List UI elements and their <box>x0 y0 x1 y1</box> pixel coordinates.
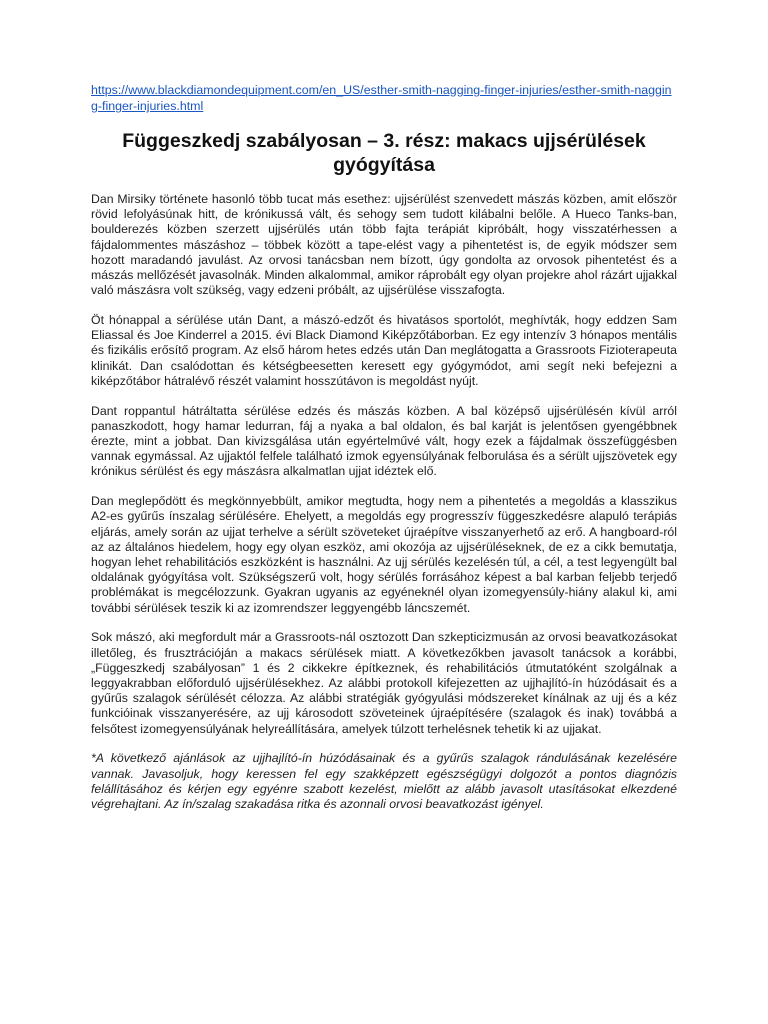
article-title: Függeszkedj szabályosan – 3. rész: makacs ujjsérülések gyógyítása <box>122 130 646 176</box>
document-page <box>91 82 677 827</box>
paragraph-5: Sok mászó, aki megfordult már a Grassroots-nál osztozott Dan szkepticizmusán az orvosi beavatkozásokat illetőleg, és frusztrációján a makacs sérülések miatt. A következőkben javasolt tanácsok a korábbi, „Függeszkedj szabályosan” 1 és 2 cikkekre építkeznek, és rehabilitációs útmutatóként szolgálnak a leggyakrabban előforduló ujjsérülésekhez. Az alábbi protokoll kifejezetten az ujjhajlító-ín húzódásait és a gyűrűs szalagok sérülését célozza. Az alábbi stratégiák gyógyulási módszereket kínálnak az ujj és a kéz funkcióinak visszanyerésére, az ujj károsodott szöveteinek újraépítésére (szalagok és inak) továbbá a felsőtest izomegyensúlyának helyreállítására, amelyek túlzott terhelésnek tehetik ki az ujjakat. <box>91 630 677 736</box>
paragraph-4: Dan meglepődött és megkönnyebbült, amikor megtudta, hogy nem a pihentetés a megoldás a klasszikus A2-es gyűrűs ínszalag sérülésére. Ehelyett, a megoldás egy progresszív függeszkedésre alapuló terápiás eljárás, amely során az ujjat terhelve a sérült szöveteket újraépítve visszanyerhető az erő. A hangboard-ról az az általános hiedelem, hogy egy olyan eszköz, ami okozója az ujjsérüléseknek, de ez a cikk bemutatja, hogyan lehet rehabilitációs eszközként is használni. Az ujj sérülés kezelésén túl, a cél, a test legyengült bal oldalának gyógyítása volt. Szükségszerű volt, hogy sérülés forrásához képest a bal karban feljebb terjedő problémákat is megcélozzunk. Gyakran ugyanis az egyéneknél olyan izomegyensúly-hiány alakul ki, ami további sérülések teszik ki az izomrendszer leggyengébb láncszemét. <box>91 494 677 615</box>
paragraph-3: Dant roppantul hátráltatta sérülése edzés és mászás közben. A bal középső ujjsérülésén kívül arról panaszkodott, hogy hamar ledurran, fáj a nyaka a bal oldalon, és bal karját is jelentősen gyengébbnek érezte, mint a jobbat. Dan kivizsgálása után egyértelművé vált, hogy ezek a fájdalmak összefüggésben vannak egymással. Az ujjaktól felfele található izmok egyensúlyának felborulása és a sérült ujjszövetek egy krónikus sérülést és egy mászásra alkalmatlan ujjat idéztek elő. <box>91 403 677 479</box>
source-url-link[interactable]: https://www.blackdiamondequipment.com/en_US/esther-smith-nagging-finger-injuries/esther-smith-nagging-finger-injuries.html <box>91 83 672 113</box>
paragraph-2: Öt hónappal a sérülése után Dant, a mászó-edzőt és hivatásos sportolót, meghívták, hogy eddzen Sam Eliassal és Joe Kinderrel a 2015. évi Black Diamond Kiképzőtáborban. Ez egy intenzív 3 hónapos mentális és fizikális erősítő program. Az első három hetes edzés után Dan meglátogatta a Grassroots Fizioterapeuta klinikát. Dan csalódottan és kétségbeesetten keresett egy gyógymódot, ami segít neki befejezni a kiképzőtábor hátralévő részét valamint hosszútávon is megoldást nyújt. <box>91 313 677 388</box>
paragraph-1: Dan Mirsiky története hasonló több tucat más esethez: ujjsérülést szenvedett mászás közben, amit először rövid lefolyásúnak hitt, de krónikussá vált, és sehogy sem tudott kilábalni belőle. A Hueco Tanks-ban, boulderezés közben szerzett ujjsérülés után több fajta terápiát kipróbált, hogy visszatérhessen a fájdalommentes mászáshoz – többek között a tape-elést vagy a pihentetést is, de egyik módszer sem hozott maradandó javulást. Az orvosi tanácsban nem bízott, úgy gondolta az orvosok pihentetést és a mászás mellőzését javasolnák. Minden alkalommal, amikor ráprobált egy olyan projekre ahol rázárt ujjakkal való mászásra volt szükség, vagy edzeni próbált, az ujjsérülése visszafogta. <box>91 192 677 298</box>
disclaimer-note: *A következő ajánlások az ujjhajlító-ín húzódásainak és a gyűrűs szalagok rándulásának kezelésére vannak. Javasoljuk, hogy keressen fel egy szakképzett egészségügyi dolgozót a pontos diagnózis felállításához és kérjen egy egyénre szabott kezelést, mielőtt az alább javasolt utasításokat elkezdené végrehajtani. Az ín/szalag szakadása ritka és azonnali orvosi beavatkozást igényel. <box>91 751 677 812</box>
